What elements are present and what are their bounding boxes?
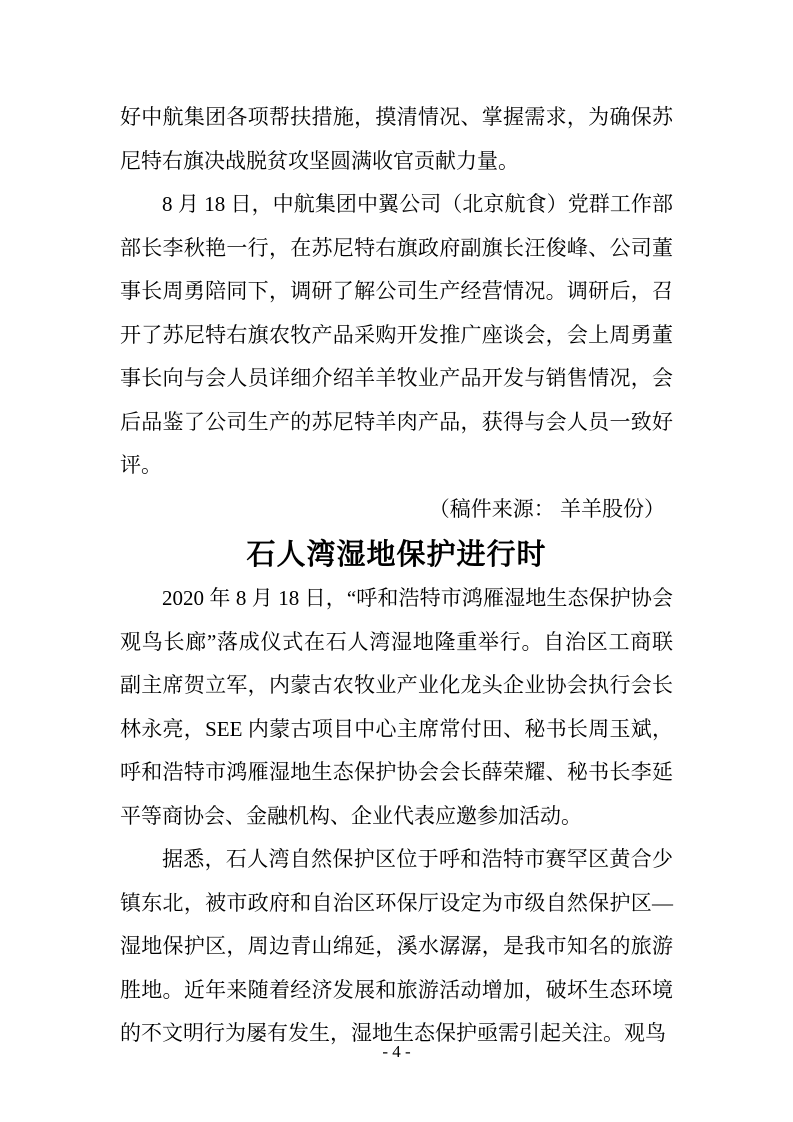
paragraph-continuation: 好中航集团各项帮扶措施，摸清情况、掌握需求，为确保苏尼特右旗决战脱贫攻坚圆满收官贡献力量。 [120,105,673,173]
page-number: - 4 - [382,1042,411,1061]
source-attribution: （稿件来源： 羊羊股份） [428,496,665,521]
article-title: 石人湾湿地保护进行时 [246,539,547,571]
paragraph-background: 据悉，石人湾自然保护区位于呼和浩特市赛罕区黄合少镇东北，被市政府和自治区环保厅设定为市级自然保护区—湿地保护区，周边青山绵延，溪水潺潺，是我市知名的旅游胜地。近年来随着经济发展和旅游活动增加，破坏生态环境的不文明行为屡有发生，湿地生态保护亟需引起关注。观鸟 [120,847,673,1045]
paragraph-company-visit: 8 月 18 日，中航集团中翼公司（北京航食）党群工作部部长李秋艳一行，在苏尼特右旗政府副旗长汪俊峰、公司董事长周勇陪同下，调研了解公司生产经营情况。调研后，召开了苏尼特右旗农牧产品采购开发推广座谈会，会上周勇董事长向与会人员详细介绍羊羊牧业产品开发与销售情况，会后品鉴了公司生产的苏尼特羊肉产品，获得与会人员一致好评。 [120,192,673,477]
text-body [120,96,673,1056]
paragraph-ceremony: 2020 年 8 月 18 日，“呼和浩特市鸿雁湿地生态保护协会观鸟长廊”落成仪式在石人湾湿地隆重举行。自治区工商联副主席贺立军，内蒙古农牧业产业化龙头企业协会执行会长林永亮，SEE 内蒙古项目中心主席常付田、秘书长周玉斌，呼和浩特市鸿雁湿地生态保护协会会长薛荣耀、秘书长李延平等商协会、金融机构、企业代表应邀参加活动。 [120,586,673,828]
